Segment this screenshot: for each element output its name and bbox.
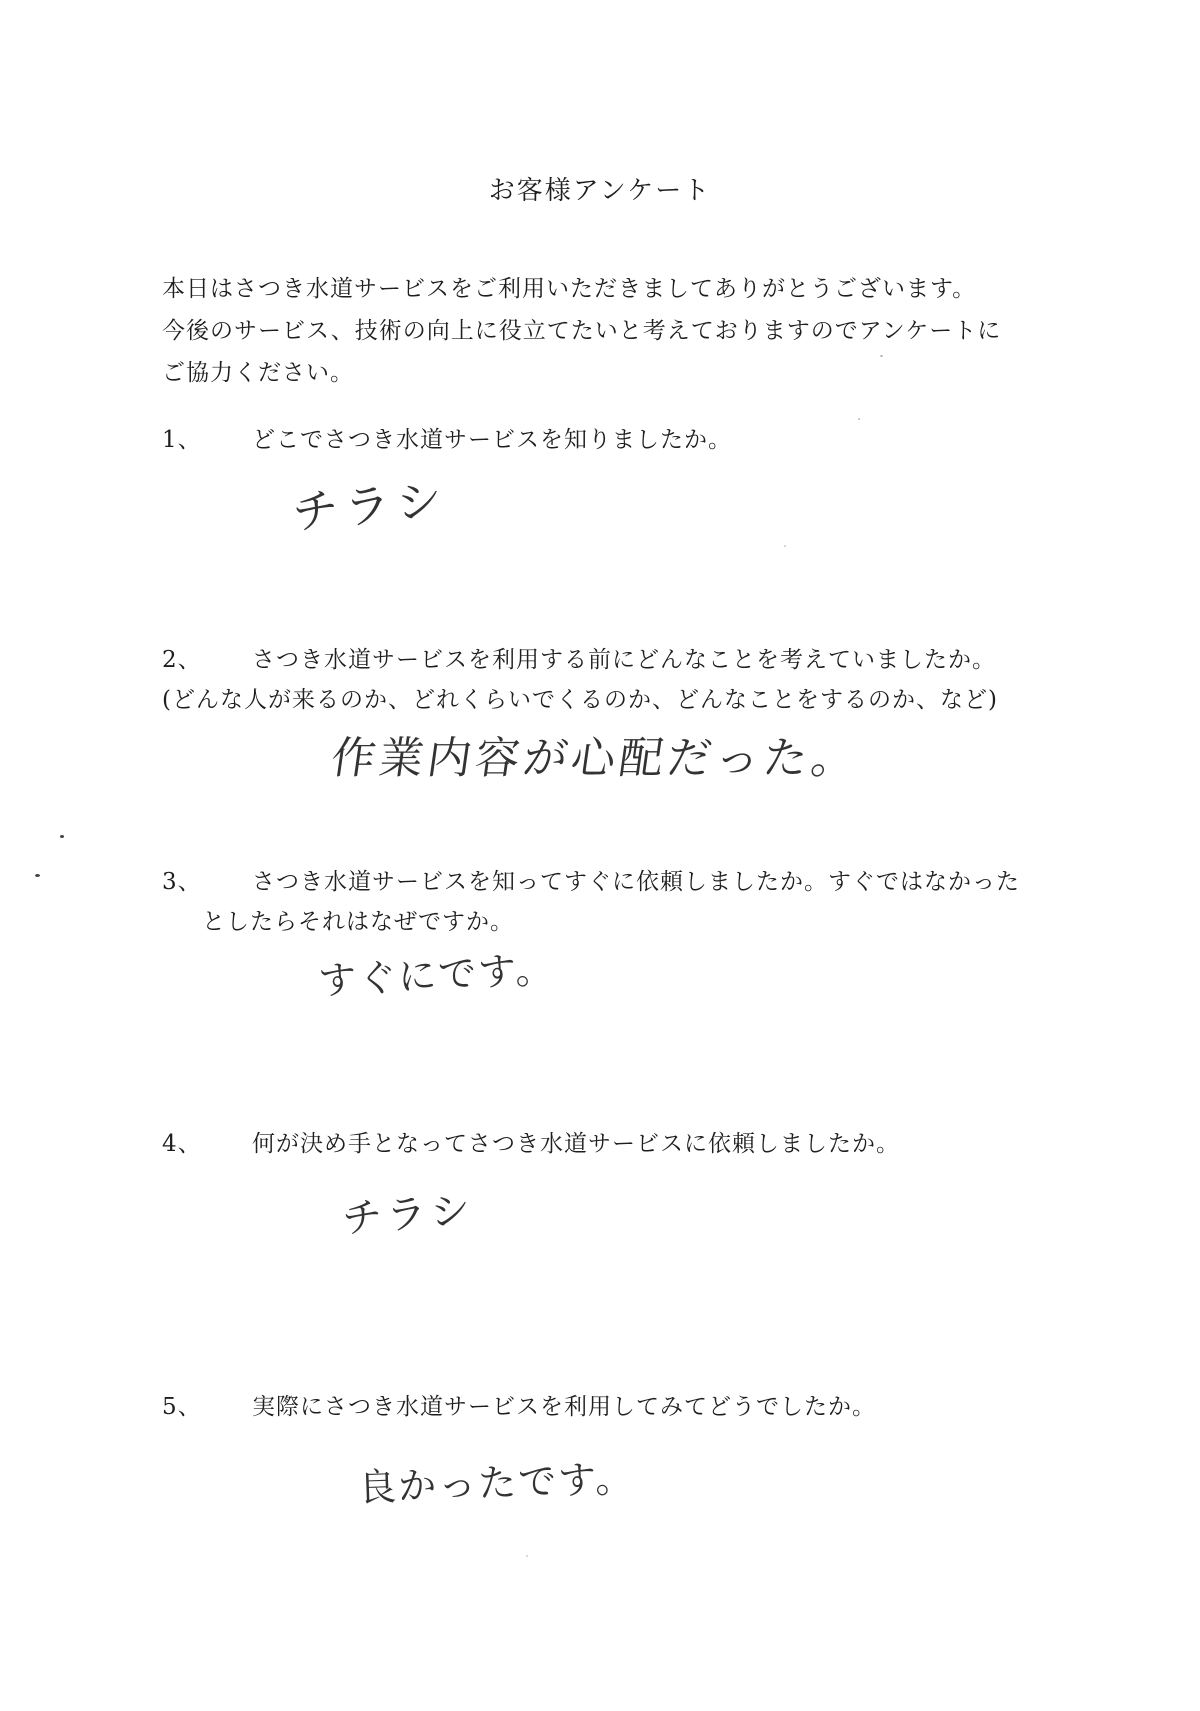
question-number: 3、 (162, 869, 202, 895)
question-2 (162, 640, 998, 720)
question-number: 4、 (162, 1131, 202, 1157)
question-number: 2、 (162, 647, 202, 673)
question-5 (162, 1387, 876, 1427)
intro-line-3: ご協力ください。 (162, 360, 354, 386)
question-3 (162, 862, 1020, 942)
handwritten-answer-5: 良かったです。 (357, 1456, 636, 1510)
handwritten-answer-4: チラシ (340, 1187, 476, 1243)
question-1 (162, 420, 732, 460)
scan-speck (35, 874, 40, 877)
intro-line-2: 今後のサービス、技術の向上に役立てたいと考えておりますのでアンケートに (162, 318, 1002, 344)
scan-speck (60, 835, 64, 838)
question-text: さつき水道サービスを知ってすぐに依頼しましたか。すぐではなかった (252, 869, 1020, 895)
scan-speck (784, 545, 786, 547)
page-title: お客様アンケート (488, 176, 712, 206)
question-text: さつき水道サービスを利用する前にどんなことを考えていましたか。 (252, 647, 996, 673)
scan-speck (858, 418, 860, 420)
handwritten-answer-2: 作業内容が心配だった。 (327, 733, 863, 784)
question-text: どこでさつき水道サービスを知りましたか。 (252, 427, 732, 453)
handwritten-answer-1: チラシ (290, 472, 451, 540)
intro-line-1: 本日はさつき水道サービスをご利用いただきましてありがとうございます。 (162, 276, 977, 302)
question-subtext: (どんな人が来るのか、どれくらいでくるのか、どんなことをするのか、など) (162, 687, 998, 713)
question-number: 5、 (162, 1394, 202, 1420)
question-continuation: としたらそれはなぜですか。 (202, 909, 514, 935)
question-4 (162, 1124, 900, 1164)
question-number: 1、 (162, 427, 202, 453)
scan-speck (880, 355, 883, 357)
question-text: 何が決め手となってさつき水道サービスに依頼しましたか。 (252, 1131, 900, 1157)
question-text: 実際にさつき水道サービスを利用してみてどうでしたか。 (252, 1394, 876, 1420)
scan-speck (526, 1555, 528, 1557)
handwritten-answer-3: すぐにです。 (317, 946, 557, 1004)
intro-text (162, 268, 1062, 394)
